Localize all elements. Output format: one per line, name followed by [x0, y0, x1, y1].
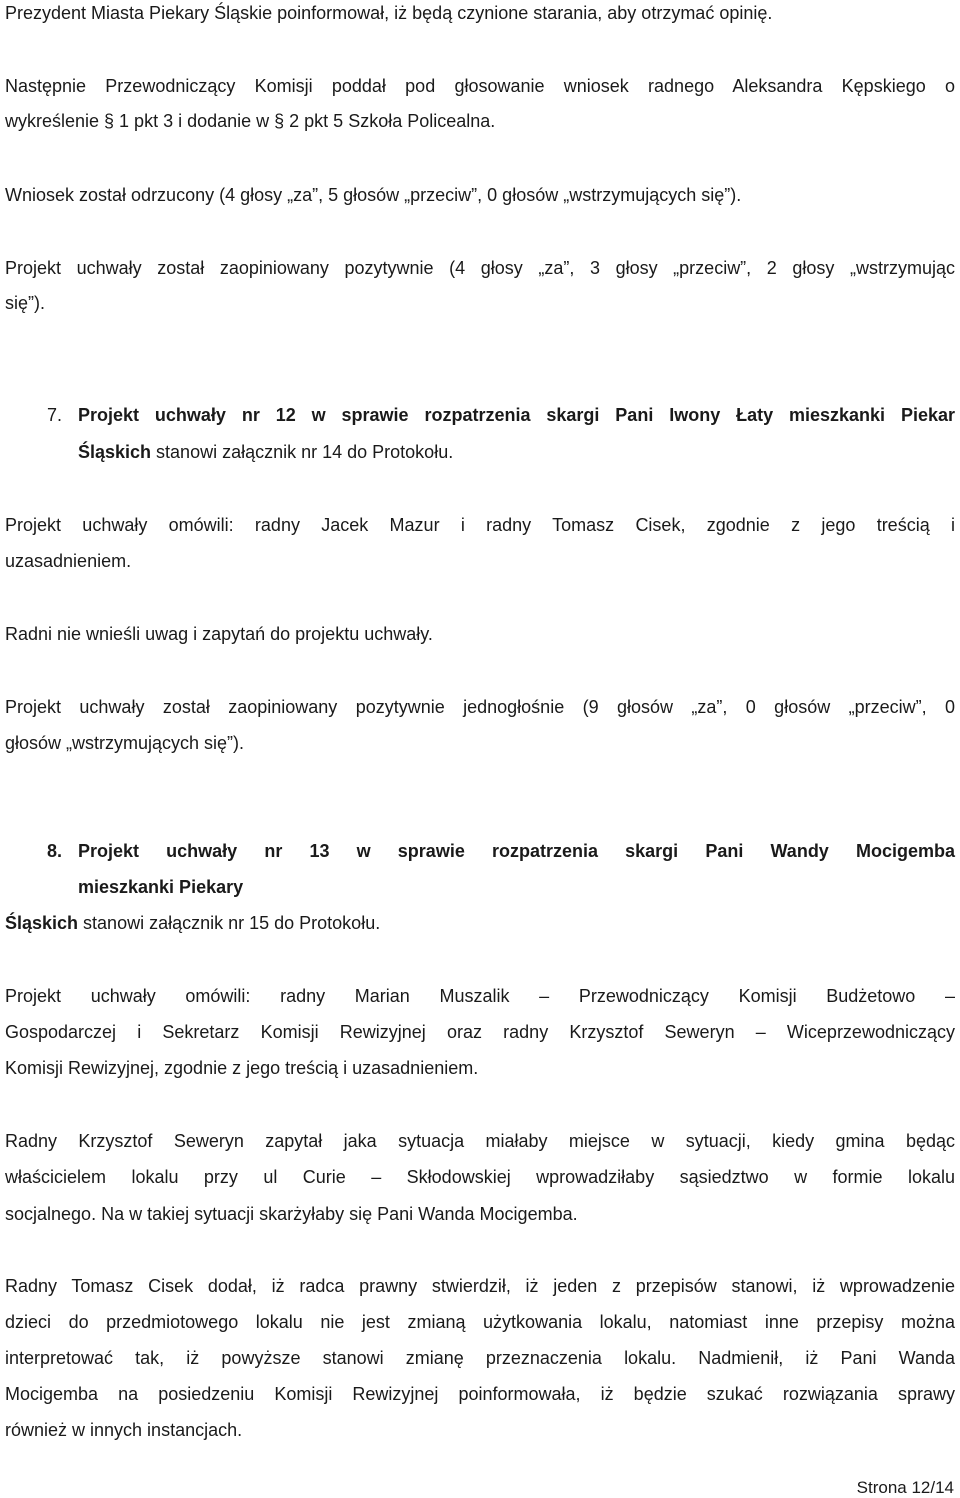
- paragraph-discussion-2-line-3: Komisji Rewizyjnej, zgodnie z jego treścią i uzasadnieniem.: [5, 1058, 479, 1078]
- item-8-heading-bold: Projekt uchwały nr 13 w sprawie rozpatrzenia skargi Pani Wandy Mocigemba: [78, 841, 955, 861]
- paragraph-discussion-2-line-1: Projekt uchwały omówili: radny Marian Muszalik – Przewodniczący Komisji Budżetowo –: [5, 986, 955, 1006]
- paragraph-opinion-line-1: Projekt uchwały został zaopiniowany pozytywnie (4 głosy „za”, 3 głosy „przeciw”, 2 głosy „wstrzymując: [5, 258, 955, 278]
- item-7-number: 7.: [47, 405, 63, 425]
- item-8-heading-line-1: [78, 840, 955, 862]
- paragraph-cisek-line-2: dzieci do przedmiotowego lokalu nie jest zmianą użytkowania lokalu, natomiast inne przepisy można: [5, 1312, 955, 1332]
- page-number: Strona 12/14: [856, 1478, 954, 1497]
- item-8-heading-line-3: [5, 912, 380, 934]
- paragraph-discussion-2-line-2: Gospodarczej i Sekretarz Komisji Rewizyjnej oraz radny Krzysztof Seweryn – Wiceprzewodniczący: [5, 1022, 955, 1042]
- paragraph-cisek-line-1: Radny Tomasz Cisek dodał, iż radca prawny stwierdził, iż jeden z przepisów stanowi, iż wprowadzenie: [5, 1276, 955, 1296]
- paragraph-discussion-line-2: uzasadnieniem.: [5, 551, 132, 571]
- item-8-attachment-text: stanowi załącznik nr 15 do Protokołu.: [78, 913, 381, 933]
- paragraph-opinion-line-2: się”).: [5, 293, 45, 313]
- paragraph-unanimous-line-1: Projekt uchwały został zaopiniowany pozytywnie jednogłośnie (9 głosów „za”, 0 głosów „przeciw”, 0: [5, 697, 955, 717]
- item-7-heading-line-1: [78, 404, 955, 426]
- item-7-attachment-text: stanowi załącznik nr 14 do Protokołu.: [151, 442, 454, 462]
- item-7-heading-bold-2: Śląskich: [78, 442, 152, 462]
- item-8-heading-bold-2: mieszkanki Piekary: [78, 877, 244, 897]
- item-8-number: [47, 840, 62, 862]
- paragraph-motion-result: Wniosek został odrzucony (4 głosy „za”, 5 głosów „przeciw”, 0 głosów „wstrzymujących się”).: [5, 185, 742, 205]
- paragraph-cisek-line-4: Mocigemba na posiedzeniu Komisji Rewizyjnej poinformowała, iż będzie szukać rozwiązania sprawy: [5, 1384, 955, 1404]
- paragraph-seweryn-line-2: właścicielem lokalu przy ul Curie – Skłodowskiej wprowadziłaby sąsiedztwo w formie lokalu: [5, 1167, 955, 1187]
- paragraph-no-remarks: Radni nie wnieśli uwag i zapytań do projektu uchwały.: [5, 624, 433, 644]
- item-8-number-text: 8.: [47, 841, 63, 861]
- paragraph-motion-line-1: Następnie Przewodniczący Komisji poddał pod głosowanie wniosek radnego Aleksandra Kępskiego o: [5, 76, 955, 96]
- paragraph-motion-line-2: wykreślenie § 1 pkt 3 i dodanie w § 2 pkt 5 Szkoła Policealna.: [5, 111, 496, 131]
- paragraph-cisek-line-3: interpretować tak, iż powyższe stanowi zmianę przeznaczenia lokalu. Nadmienił, iż Pani Wanda: [5, 1348, 955, 1368]
- item-7-heading-bold: Projekt uchwały nr 12 w sprawie rozpatrzenia skargi Pani Iwony Łaty mieszkanki Piekar: [78, 405, 955, 425]
- item-8-heading-line-2: [78, 876, 243, 898]
- paragraph-discussion-line-1: Projekt uchwały omówili: radny Jacek Mazur i radny Tomasz Cisek, zgodnie z jego treścią i: [5, 515, 955, 535]
- paragraph-cisek-line-5: również w innych instancjach.: [5, 1420, 243, 1440]
- paragraph-unanimous-line-2: głosów „wstrzymujących się”).: [5, 733, 245, 753]
- paragraph-seweryn-line-3: socjalnego. Na w takiej sytuacji skarżyłaby się Pani Wanda Mocigemba.: [5, 1204, 578, 1224]
- paragraph-president-info: Prezydent Miasta Piekary Śląskie poinformował, iż będą czynione starania, aby otrzymać opinię.: [5, 3, 773, 23]
- item-7-heading-line-2: [78, 441, 453, 463]
- item-8-heading-bold-3: Śląskich: [5, 913, 79, 933]
- paragraph-seweryn-line-1: Radny Krzysztof Seweryn zapytał jaka sytuacja miałaby miejsce w sytuacji, kiedy gmina będąc: [5, 1131, 955, 1151]
